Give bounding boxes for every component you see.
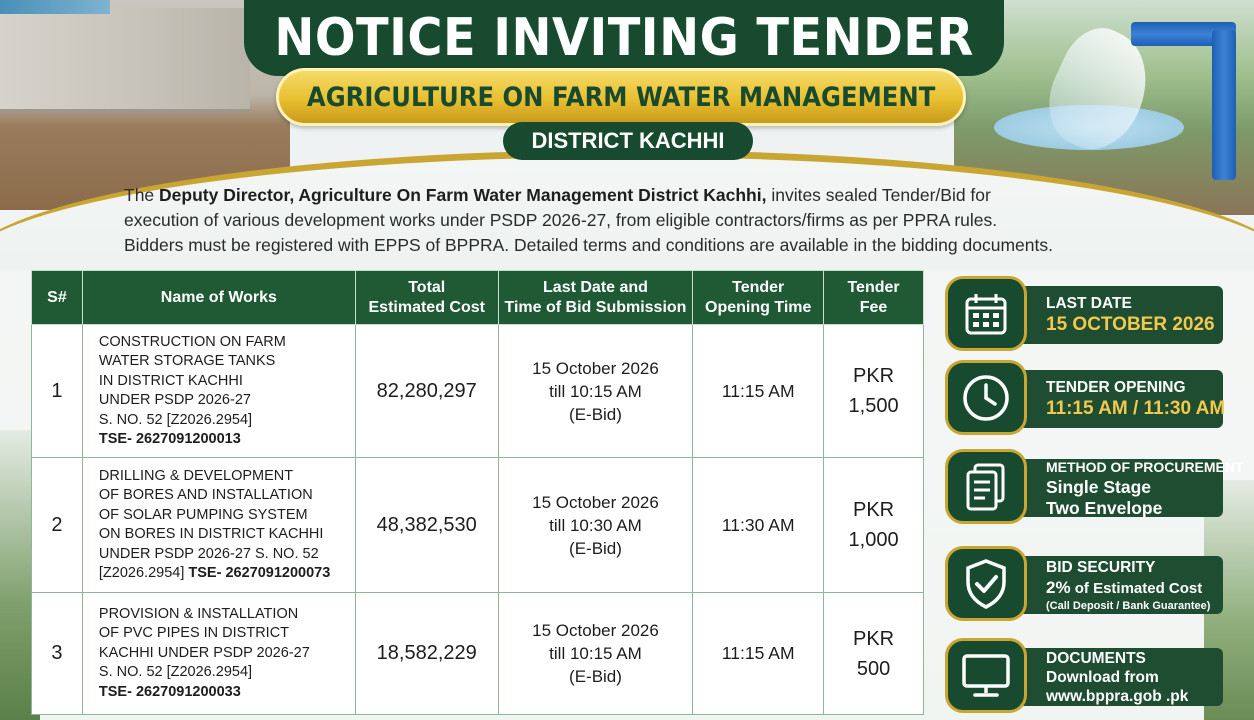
fee-currency: PKR: [852, 499, 895, 521]
work-line: OF BORES AND INSTALLATION: [98, 487, 313, 503]
work-ref: [Z2026.2954]: [98, 565, 189, 581]
header-cost-2: Estimated Cost: [368, 298, 485, 316]
header-cost-1: Total: [408, 278, 446, 296]
intro-line-1: [124, 183, 1114, 208]
bid-security-suffix: of Estimated Cost: [1070, 579, 1203, 597]
card-icon-box: [945, 546, 1027, 621]
header-opening-2: Opening Time: [705, 298, 812, 316]
table-header-row: [32, 271, 924, 325]
work-line-last: [99, 564, 355, 584]
header-sn: S#: [32, 271, 83, 325]
ebid-line: (E-Bid): [569, 538, 622, 558]
work-line: PROVISION & INSTALLATION: [98, 605, 299, 622]
row-sn: 1: [32, 325, 83, 458]
header-name: Name of Works: [82, 271, 355, 325]
card-text: [1046, 556, 1221, 614]
intro-line-2: execution of various development works under PSDP 2026-27, from eligible contractors/firms as per PPRA rules.: [124, 210, 998, 230]
card-icon-box: [945, 276, 1027, 351]
concrete-tank: [0, 8, 250, 113]
work-line: S. NO. 52 [Z2026.2954]: [98, 411, 253, 428]
documents-url[interactable]: www.bppra.gob .pk: [1046, 687, 1189, 705]
card-icon-box: [945, 360, 1027, 435]
work-line: S. NO. 52 [Z2026.2954]: [98, 664, 253, 681]
procurement-method-value-2: Two Envelope: [1046, 497, 1163, 518]
page-subtitle: AGRICULTURE ON FARM WATER MANAGEMENT: [306, 81, 936, 113]
bid-security-card: [945, 546, 1223, 621]
date-line: 15 October 2026: [532, 621, 659, 640]
bid-security-note: (Call Deposit / Bank Guarantee): [1046, 599, 1211, 612]
time-line: till 10:15 AM: [549, 644, 642, 663]
table-row: [32, 458, 924, 593]
row-fee: [824, 325, 924, 458]
row-opening-time: 11:30 AM: [693, 458, 824, 593]
intro-paragraph: [124, 183, 1114, 258]
tse-number: TSE- 2627091200073: [188, 565, 331, 581]
tender-table: [31, 270, 924, 715]
header-opening: [693, 271, 824, 325]
documents-card: [945, 638, 1223, 713]
row-work-name: [82, 458, 355, 593]
row-cost: 82,280,297: [355, 325, 498, 458]
clock-icon: [961, 373, 1011, 423]
fee-currency: PKR: [852, 365, 895, 387]
district-banner: [503, 122, 753, 160]
tender-opening-value: 11:15 AM / 11:30 AM: [1046, 398, 1226, 419]
intro-prefix: The: [124, 185, 160, 205]
card-icon-box: [945, 638, 1027, 713]
row-sn: 2: [32, 458, 83, 593]
work-line: UNDER PSDP 2026-27 S. NO. 52: [98, 545, 319, 562]
header-date-1: Last Date and: [543, 278, 648, 296]
header-opening-1: Tender: [732, 278, 785, 296]
bid-security-value: [1046, 577, 1221, 599]
monitor-icon: [961, 653, 1011, 699]
fee-amount: 500: [856, 657, 891, 680]
procurement-method-label: METHOD OF PROCUREMENT: [1046, 458, 1244, 475]
blue-pipe-vertical: [1212, 30, 1236, 180]
work-line: CONSTRUCTION ON FARM: [98, 333, 286, 350]
work-line: DRILLING & DEVELOPMENT: [98, 467, 294, 484]
page-title: NOTICE INVITING TENDER: [274, 8, 974, 68]
title-banner: [244, 0, 1004, 76]
last-date-label: LAST DATE: [1046, 295, 1132, 312]
fee-amount: 1,500: [848, 395, 899, 417]
bid-security-percent: 2%: [1046, 577, 1071, 597]
card-text: [1046, 370, 1226, 428]
intro-issuer: Deputy Director, Agriculture On Farm Water Management District Kachhi,: [159, 185, 767, 205]
row-last-date: [498, 458, 693, 593]
work-line: OF SOLAR PUMPING SYSTEM: [98, 506, 308, 523]
row-last-date: [498, 593, 693, 715]
documents-label: DOCUMENTS: [1046, 649, 1146, 667]
document-icon: [963, 462, 1009, 512]
time-line: till 10:15 AM: [549, 381, 642, 401]
card-text: [1046, 286, 1221, 344]
header-cost: [355, 271, 498, 325]
date-line: 15 October 2026: [532, 492, 659, 512]
row-fee: [824, 593, 924, 715]
card-text: [1046, 458, 1244, 518]
intro-suffix: invites sealed Tender/Bid for: [766, 185, 991, 205]
tender-opening-label: TENDER OPENING: [1046, 379, 1186, 396]
tse-number: TSE- 2627091200013: [98, 431, 241, 447]
ebid-line: (E-Bid): [569, 667, 622, 686]
district-name: DISTRICT KACHHI: [531, 128, 725, 153]
subtitle-banner: [276, 68, 966, 126]
ebid-line: (E-Bid): [569, 404, 622, 424]
intro-line-3: Bidders must be registered with EPPS of BPPRA. Detailed terms and conditions are available in the bidding documents.: [124, 235, 1053, 255]
row-cost: 18,582,229: [355, 593, 498, 715]
work-line: OF PVC PIPES IN DISTRICT: [98, 625, 290, 642]
row-work-name: [82, 325, 355, 458]
work-line: KACHHI UNDER PSDP 2026-27: [98, 644, 310, 661]
row-work-name: [82, 593, 355, 715]
header-date-2: Time of Bid Submission: [504, 298, 687, 316]
work-line: IN DISTRICT KACHHI: [98, 372, 243, 389]
row-opening-time: 11:15 AM: [693, 593, 824, 715]
shield-check-icon: [963, 558, 1009, 610]
card-icon-box: [945, 449, 1027, 524]
row-cost: 48,382,530: [355, 458, 498, 593]
tse-number: TSE- 2627091200033: [98, 683, 241, 700]
table-row: [32, 593, 924, 715]
procurement-method-card: [945, 449, 1244, 524]
last-date-card: [945, 276, 1223, 351]
fee-amount: 1,000: [848, 529, 899, 551]
header-date: [498, 271, 693, 325]
work-line: ON BORES IN DISTRICT KACHHI: [98, 526, 324, 542]
card-text: [1046, 648, 1221, 706]
procurement-method-value-1: Single Stage: [1046, 476, 1152, 497]
last-date-value: 15 OCTOBER 2026: [1046, 314, 1215, 335]
tender-opening-card: [945, 360, 1226, 435]
row-last-date: [498, 325, 693, 458]
row-fee: [824, 458, 924, 593]
table-row: [32, 325, 924, 458]
bid-security-label: BID SECURITY: [1046, 558, 1156, 576]
header-fee: [824, 271, 924, 325]
row-sn: 3: [32, 593, 83, 715]
work-line: UNDER PSDP 2026-27: [98, 392, 251, 408]
fee-currency: PKR: [852, 627, 895, 650]
time-line: till 10:30 AM: [549, 515, 642, 535]
row-opening-time: 11:15 AM: [693, 325, 824, 458]
header-fee-1: Tender: [847, 278, 900, 296]
header-fee-2: Fee: [859, 298, 888, 316]
date-line: 15 October 2026: [532, 358, 659, 378]
documents-value-1: Download from: [1046, 668, 1159, 686]
calendar-icon: [962, 290, 1010, 338]
work-line: WATER STORAGE TANKS: [98, 353, 276, 369]
tank-water: [0, 0, 110, 14]
